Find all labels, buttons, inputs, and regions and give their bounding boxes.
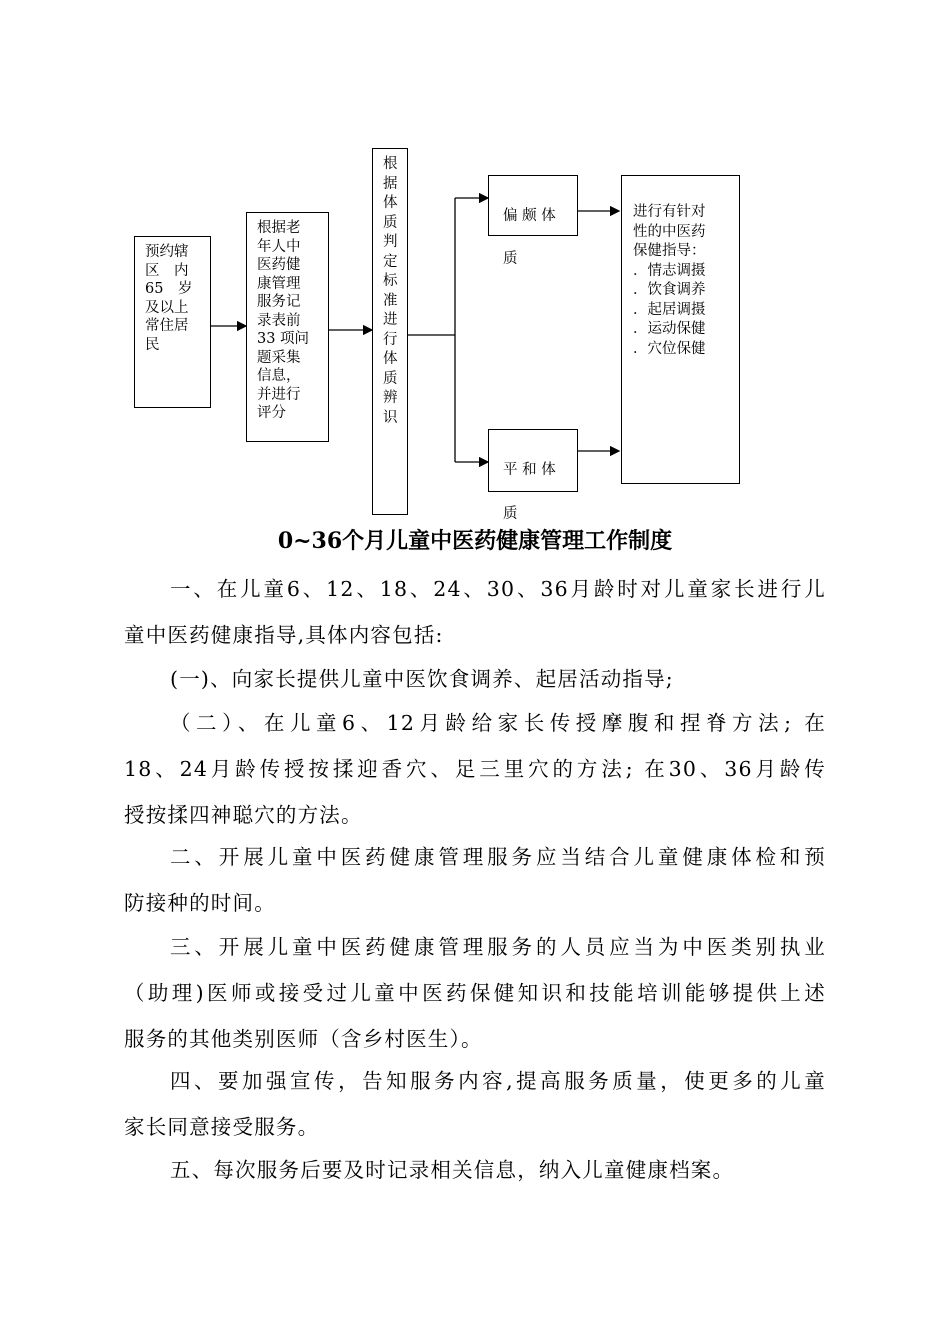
paragraph-5: [124, 924, 826, 1062]
paragraph-6-line-1: 四、要加强宣传，告知服务内容,提高服务质量，使更多的儿童: [170, 1069, 826, 1093]
paragraph-6-line-2: 家长同意接受服务。: [124, 1115, 320, 1139]
flow-box-neutral-constitution: [488, 429, 578, 492]
flow-box-identification-text: 根 据 体 质 判 定 标 准 进 行 体 质 辨 识: [383, 156, 398, 426]
flow-box-questionnaire-text: 根据老 年人中 医药健 康管理 服务记 录表前 33 项问 题采集 信息， 并进行 评分: [257, 220, 310, 421]
flow-box-biased-constitution: [488, 175, 578, 236]
flow-box-guidance-text: 进行有针对 性的中医药 保健指导： ．情志调摄 ．饮食调养 ．起居调摄 ．运动保健 ．穴位保健: [633, 204, 706, 357]
paragraph-1-line-1: 一、在儿童6、12、18、24、30、36月龄时对儿童家长进行儿: [170, 577, 826, 601]
flow-box-neutral-label-overflow: 质: [503, 506, 518, 522]
flow-box-biased-label: 偏 颇 体: [503, 208, 556, 224]
flow-box-residents: [134, 236, 211, 408]
paragraph-1: [124, 566, 826, 658]
paragraph-7: [124, 1147, 826, 1193]
flow-box-residents-text: 预约辖 区 内 65 岁 及以上 常住居 民: [145, 244, 193, 353]
paragraph-4: [124, 834, 826, 926]
paragraph-5-line-2: （助理)医师或接受过儿童中医药保健知识和技能培训能够提供上述: [124, 981, 826, 1005]
paragraph-6: [124, 1058, 826, 1150]
paragraph-3-line-3: 授按揉四神聪穴的方法。: [124, 803, 363, 827]
paragraph-5-line-1: 三、开展儿童中医药健康管理服务的人员应当为中医类别执业: [170, 935, 826, 959]
paragraph-3-line-2: 18、24月龄传授按揉迎香穴、足三里穴的方法; 在30、36月龄传: [124, 757, 826, 781]
paragraph-2-line-1: (一)、向家长提供儿童中医饮食调养、起居活动指导;: [170, 667, 674, 691]
paragraph-1-line-2: 童中医药健康指导,具体内容包括:: [124, 623, 444, 647]
paragraph-4-line-2: 防接种的时间。: [124, 891, 276, 915]
flow-box-neutral-label: 平 和 体: [503, 462, 556, 478]
paragraph-3: [124, 700, 826, 838]
paragraph-4-line-1: 二、开展儿童中医药健康管理服务应当结合儿童健康体检和预: [170, 845, 826, 869]
document-title: 0~36个月儿童中医药健康管理工作制度: [277, 528, 673, 554]
flow-box-biased-label-overflow: 质: [503, 251, 518, 267]
paragraph-7-line-1: 五、每次服务后要及时记录相关信息，纳入儿童健康档案。: [170, 1158, 735, 1182]
paragraph-5-line-3: 服务的其他类别医师（含乡村医生）。: [124, 1027, 483, 1051]
flow-box-identification: [372, 148, 408, 515]
paragraph-2: [124, 656, 826, 702]
paragraph-3-line-1: （二）、在儿童6、12月龄给家长传授摩腹和捏脊方法; 在: [170, 711, 826, 735]
flow-box-questionnaire: [246, 212, 329, 442]
flow-box-guidance: [621, 175, 740, 484]
